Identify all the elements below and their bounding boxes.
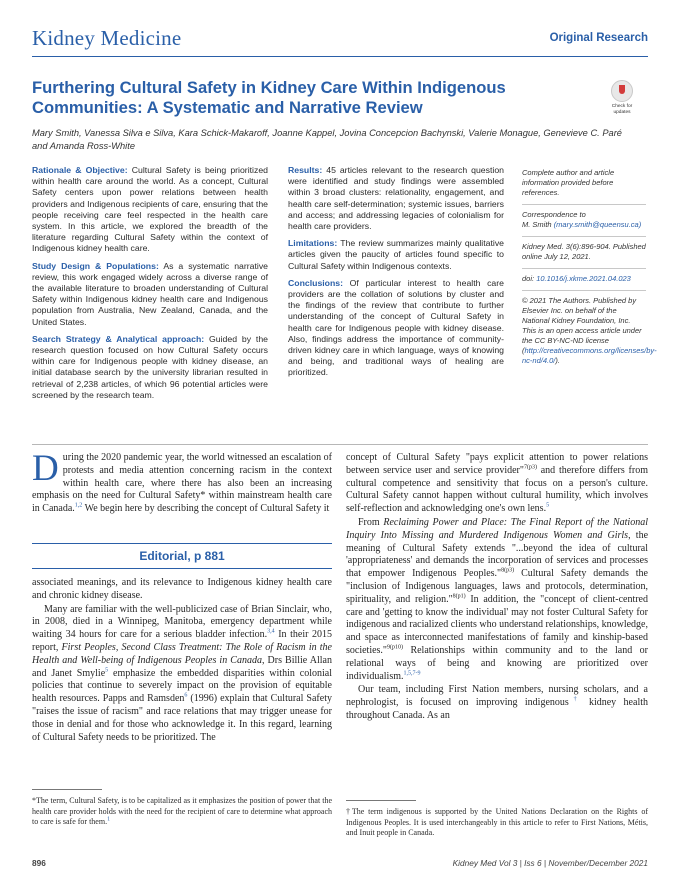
abstract-conclusions: [288, 278, 504, 379]
article-type-label: Original Research: [549, 32, 648, 44]
body-text: Our team, including First Nation members, nursing scholars, and a nephrologist, is focused on improving indigenous: [346, 684, 648, 709]
body-paragraph: [346, 684, 648, 722]
reference-marker[interactable]: 1: [107, 816, 111, 823]
author-info-note: Complete author and article information provided before references.: [522, 168, 615, 197]
body-text: , Drs Billie Allan and Janet Smylie: [32, 654, 332, 679]
footnote-rule: [346, 800, 416, 801]
reference-marker[interactable]: 7(p3): [523, 464, 537, 471]
abstract-text: Cultural Safety is being prioritized within health care around the world. As a concept, Cultural Safety centers upon power relations between health providers and Indigenous recipients of care, ensuring that the people receiving care feel respected in the health care system. In this article, we explored the breadth of the literature regarding Cultural Safety within the context of Indigenous kidney health care.: [32, 165, 268, 254]
correspondence-email-link[interactable]: (mary.smith@queensu.ca): [553, 220, 642, 229]
abstract-heading: Search Strategy & Analytical approach:: [32, 333, 205, 344]
body-text: emphasize the embedded disparities within colonial policies that continue to severely impact on the provision of equitable health resources. Papps and Ramsden: [32, 667, 332, 705]
abstract-heading: Results:: [288, 165, 323, 175]
reference-marker[interactable]: 5: [546, 502, 550, 509]
body-text: (1996) explain that Cultural Safety "raises the issue of racism" and race relations that may trigger unease for those in denial and for those who acknowledge it. In this regard, learning of Cultural Safety needs to be prioritized. The: [32, 693, 332, 743]
editorial-link-box[interactable]: [32, 543, 332, 569]
body-text: concept of Cultural Safety "pays explicit attention to power relations between service user and service provider": [346, 452, 648, 476]
check-updates-icon: [611, 80, 633, 102]
reference-marker[interactable]: 6: [184, 692, 188, 699]
body-text: In addition, the "concept of client-centred care and 'getting to know the individual' may not foster Cultural Safety for indigenous and racialized clients who understand relationships, knowledge, and space as interconnected manifestations of family and kinship-based societies.": [346, 593, 648, 656]
abstract-heading: Study Design & Populations:: [32, 260, 159, 271]
reference-marker[interactable]: 1,5,7-9: [403, 670, 421, 677]
abstract-search: [32, 334, 268, 401]
body-column-1-bottom: [32, 577, 332, 745]
footnote-marker[interactable]: †: [568, 696, 582, 703]
sidebar-divider: [522, 268, 646, 269]
report-title: Reclaiming Power and Place: The Final Report of the National Inquiry Into Missing and Murdered Indigenous Women and Girls: [346, 516, 648, 541]
copyright-notice: [522, 296, 657, 366]
reference-marker[interactable]: 8(p1): [452, 593, 466, 600]
footnote-left: [32, 796, 332, 828]
sidebar-divider: [522, 290, 646, 291]
footer-citation: Kidney Med Vol 3 | Iss 6 | November/December 2021: [452, 858, 648, 868]
abstract-limitations: [288, 238, 504, 272]
page-footer: [32, 858, 648, 872]
copyright-text: © 2021 The Authors. Published by Elsevier Inc. on behalf of the National Kidney Foundation, Inc. This is an open access article under the CC BY-NC-ND license (: [522, 296, 642, 355]
abstract-text: The review summarizes mainly qualitative articles given the paucity of articles found specific to Cultural Safety within Indigenous contexts.: [288, 238, 504, 271]
journal-reference: Kidney Med. 3(6):896-904. Published online July 12, 2021.: [522, 242, 646, 261]
body-text: Relationships within community and to the land or relational ways of being and knowing are prioritized over individualism.: [346, 644, 648, 682]
footnote-rule: [32, 789, 102, 790]
footnote-text: *The term, Cultural Safety, is to be capitalized as it emphasizes the position of power that the health care provider holds with the need for the recipient of care to determine what approach to care is safe for them.: [32, 796, 332, 827]
body-column-2: [346, 452, 648, 724]
reference-marker[interactable]: 3,4: [267, 628, 275, 635]
header-rule: [32, 56, 648, 57]
doi-label: doi:: [522, 274, 535, 283]
abstract-text: Of particular interest to health care providers are the collation of solutions by cluster and the findings of the review that contribute to further understanding of the concept of Cultural Safety in health care for Indigenous people with kidney disease. Also, findings address the importance of community-driven kidney care in which language, ways of knowing and being, and traditional ways of healing are prioritized.: [288, 277, 504, 378]
abstract-text: Guided by the research question focused on how Cultural Safety occurs within care for Indigenous people with kidney disease, an initial database search by the university librarian resulted in retrieval of 2,238 articles, of which 96 potential articles were screened by the research team.: [32, 333, 268, 400]
drop-cap: D: [32, 448, 59, 489]
abstract-heading: Rationale & Objective:: [32, 165, 128, 175]
page-header: [32, 26, 648, 54]
license-link[interactable]: http://creativecommons.org/licenses/by-nc-nd/4.0/: [522, 346, 657, 365]
report-title: First Peoples, Second Class Treatment: The Role of Racism in the Health and Well-being of Indigenous Peoples in Canada: [32, 641, 332, 666]
footnote-right: †The term indigenous is supported by the United Nations Declaration on the Rights of Indigenous Peoples. It is used interchangeably in this article to refer to First Nations, Métis, and Inuit people in Canada.: [346, 807, 648, 838]
doi: [522, 274, 646, 284]
body-paragraph: [32, 604, 332, 745]
abstract-results: [288, 165, 504, 232]
body-text: Cultural Safety demands the "inclusion of Indigenous languages, laws and protocols, determination, spirituality, and religion.": [346, 568, 648, 605]
body-paragraph: [32, 448, 332, 516]
doi-link[interactable]: 10.1016/j.xkme.2021.04.023: [536, 274, 631, 283]
article-title: Furthering Cultural Safety in Kidney Care Within Indigenous Communities: A Systematic and Narrative Review: [32, 78, 506, 117]
body-text: We begin here by describing the concept of Cultural Safety it: [82, 503, 330, 515]
abstract-design: [32, 261, 268, 328]
article-info-sidebar: [522, 168, 657, 372]
body-text: and therefore differs from cultural competence and sensitivity that focus on a person's culture. Cultural Safety cannot happen without cultural humility, which involves self-reflection and acknowledging one's own lens.: [346, 464, 648, 515]
abstract-divider: [32, 444, 648, 445]
reference-marker[interactable]: 5: [105, 667, 109, 674]
body-text: Many are familiar with the well-publicized case of Brian Sinclair, who, in 2008, died in a Winnipeg, Manitoba, emergency department while waiting 34 hours for care for a serious bladder infection.: [32, 603, 332, 641]
author-list: Mary Smith, Vanessa Silva e Silva, Kara Schick-Makaroff, Joanne Kappel, Jovina Concepcion Bachynski, Valerie Monague, Genevieve C. Paré and Amanda Ross-White: [32, 128, 622, 151]
reference-marker[interactable]: 8(p3): [501, 567, 515, 574]
sidebar-divider: [522, 204, 646, 205]
journal-name: Kidney Medicine: [32, 26, 182, 50]
body-text: , the meaning of Cultural Safety extends "...beyond the idea of cultural 'appropriateness' and demands the incorporation of services and processes that empower Indigenous Peoples.": [346, 529, 649, 580]
abstract-column-2: [288, 165, 504, 385]
body-text: From: [358, 516, 384, 528]
abstract-heading: Conclusions:: [288, 277, 344, 288]
body-column-1-top: [32, 448, 332, 517]
correspondence-label: Correspondence to: [522, 210, 586, 219]
correspondence: [522, 210, 646, 230]
abstract-rationale: [32, 165, 268, 255]
body-paragraph: associated meanings, and its relevance to Indigenous kidney health care and chronic kidney disease.: [32, 577, 332, 601]
body-paragraph: [346, 452, 648, 516]
abstract-text: As a systematic narrative review, this work engaged widely across a diverse range of the available literature to broaden understanding of Cultural Safety within Indigenous kidney health care and Indigenous population from Australia, New Zealand, Canada, and the United States.: [32, 260, 268, 327]
abstract-heading: Limitations:: [288, 238, 338, 249]
abstract-column-1: [32, 165, 268, 407]
check-for-updates-badge[interactable]: [606, 80, 638, 120]
page-number: 896: [32, 858, 46, 868]
correspondence-name: M. Smith: [522, 220, 552, 229]
body-text: kidney health throughout Canada. As an: [346, 697, 648, 721]
editorial-link[interactable]: Editorial, p 881: [139, 549, 225, 563]
reference-marker[interactable]: 9(p10): [387, 644, 404, 651]
copyright-end: ).: [555, 356, 560, 365]
reference-marker[interactable]: 1,2: [74, 502, 83, 509]
body-text: In their 2015 report,: [32, 629, 332, 653]
sidebar-divider: [522, 236, 646, 237]
body-paragraph: [346, 517, 648, 683]
body-text: uring the 2020 pandemic year, the world witnessed an escalation of protests and media attention concerning racism in the context within health care, where there has also been an increasing emphasis on the need for Cultural Safety* within mainstream health care in Canada.: [32, 452, 332, 515]
abstract-text: 45 articles relevant to the research question were identified and study findings were assembled within 3 broad clusters: relationality, engagement, and health care self-determination; systemic issues, barriers and access; and addressing legacies of colonialism for health care providers.: [288, 165, 504, 232]
check-updates-label: Check for updates: [611, 104, 633, 115]
